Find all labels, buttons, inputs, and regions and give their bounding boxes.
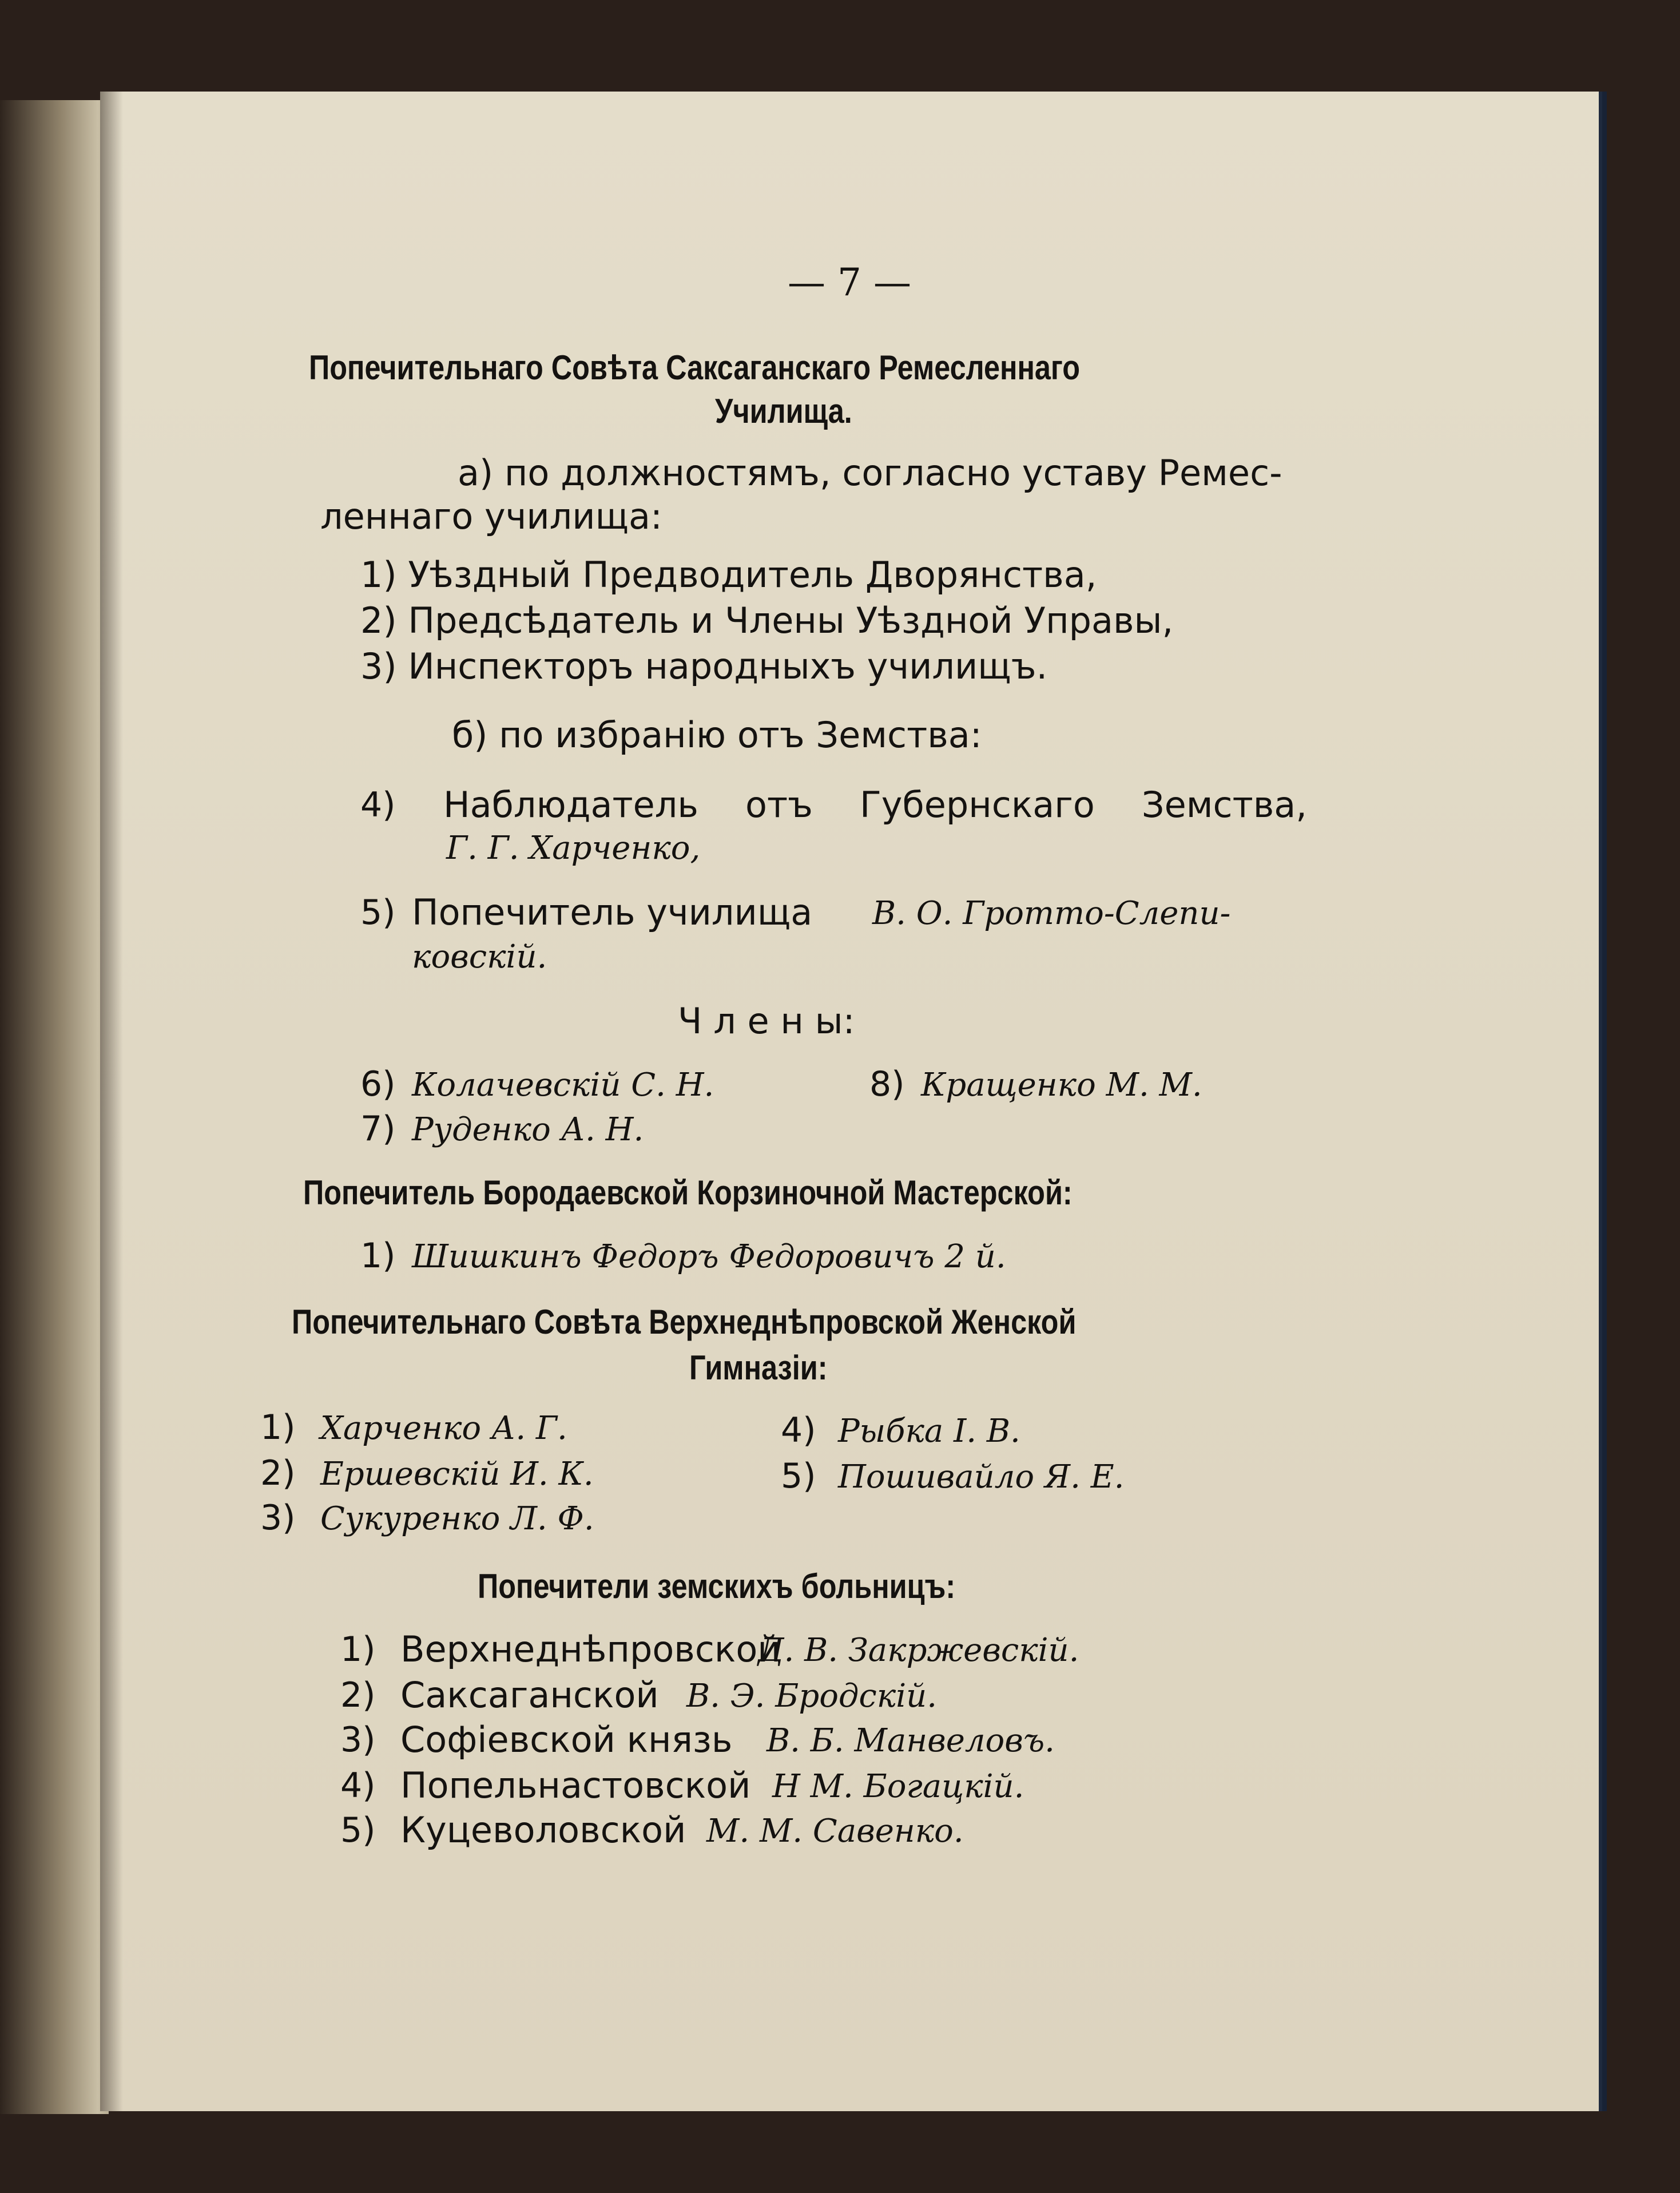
list-item-5-name-line2: ковскій.	[412, 938, 547, 975]
book-page	[100, 92, 1599, 2111]
hospital-item-1-number: 1)	[340, 1629, 376, 1669]
subsection-a-intro: а) по должностямъ, согласно уставу Ремес-	[458, 452, 1282, 494]
hospital-item-3-number: 3)	[340, 1720, 376, 1760]
subsection-b-intro: б) по избранію отъ Земства:	[452, 714, 982, 756]
gymnasium-item-4-number: 4)	[781, 1410, 816, 1450]
subsection-a-intro-line2: леннаго училища:	[320, 495, 662, 537]
hospital-item-3-name: В. Б. Манвеловъ.	[766, 1722, 1055, 1759]
section-heading-gymnasium-line2: Гимназіи:	[689, 1349, 828, 1387]
gymnasium-item-2-number: 2)	[260, 1453, 296, 1493]
list-item-4-number: 4)	[360, 785, 396, 825]
page-spine-shadow	[100, 92, 123, 2111]
hospital-item-1-name: Д. В. Закржевскій.	[758, 1632, 1079, 1669]
gymnasium-item-4-name: Рыбка І. В.	[838, 1413, 1020, 1450]
hospital-item-5-place: Куцеволовской	[400, 1809, 686, 1851]
section-heading-gymnasium: Попечительнаго Совѣта Верхнеднѣпровской Женской	[292, 1303, 1077, 1341]
gymnasium-item-3-number: 3)	[260, 1498, 296, 1538]
hospital-item-5-number: 5)	[340, 1810, 376, 1850]
member-8-number: 8)	[869, 1064, 905, 1104]
basket-item-number: 1)	[360, 1236, 396, 1276]
hospital-item-4-number: 4)	[340, 1766, 376, 1806]
gymnasium-item-1-number: 1)	[260, 1407, 296, 1448]
page-number: — 7 —	[788, 260, 911, 304]
list-item-4-text: Наблюдатель отъ Губернскаго Земства,	[443, 784, 1307, 826]
member-6-number: 6)	[360, 1064, 396, 1104]
hospital-item-4-place: Попельнастовской	[400, 1764, 751, 1806]
list-item-5-name: В. О. Гротто-Слепи-	[872, 895, 1231, 932]
hospital-item-4-name: Н М. Богацкій.	[772, 1768, 1024, 1805]
hospital-item-2-number: 2)	[340, 1675, 376, 1715]
section-heading-basket-workshop: Попечитель Бородаевской Корзиночной Мастерской:	[303, 1173, 1073, 1212]
section-heading-hospitals: Попечители земскихъ больницъ:	[478, 1567, 956, 1605]
list-item-5-text: Попечитель училища	[412, 891, 813, 933]
list-item-4-name: Г. Г. Харченко,	[446, 830, 701, 867]
left-page-edge	[0, 100, 109, 2114]
gymnasium-item-5-number: 5)	[781, 1456, 816, 1496]
hospital-item-1-place: Верхнеднѣпровской	[400, 1628, 781, 1670]
member-7-name: Руденко А. Н.	[412, 1111, 644, 1148]
hospital-item-2-place: Саксаганской	[400, 1674, 659, 1716]
gymnasium-item-2-name: Ершевскій И. К.	[320, 1456, 594, 1493]
hospital-item-2-name: В. Э. Бродскій.	[686, 1678, 937, 1715]
section-heading-craft-school-line2: Училища.	[715, 392, 852, 430]
list-item-a1: 1) Уѣздный Предводитель Дворянства,	[360, 554, 1097, 596]
list-item-5-number: 5)	[360, 893, 396, 933]
list-item-a2: 2) Предсѣдатель и Члены Уѣздной Управы,	[360, 600, 1174, 641]
basket-item-name: Шишкинъ Федоръ Федоровичъ 2 й.	[412, 1238, 1006, 1275]
member-6-name: Колачевскій С. Н.	[412, 1066, 714, 1104]
hospital-item-3-place: Софіевской князь	[400, 1719, 733, 1760]
gymnasium-item-3-name: Сукуренко Л. Ф.	[320, 1500, 594, 1537]
gymnasium-item-1-name: Харченко А. Г.	[320, 1410, 567, 1447]
hospital-item-5-name: М. М. Савенко.	[706, 1813, 964, 1850]
section-heading-craft-school: Попечительнаго Совѣта Саксаганскаго Ремесленнаго	[309, 348, 1081, 387]
member-7-number: 7)	[360, 1109, 396, 1149]
members-label: Ч л е н ы:	[678, 1000, 855, 1042]
member-8-name: Кращенко М. М.	[921, 1066, 1202, 1104]
list-item-a3: 3) Инспекторъ народныхъ училищъ.	[360, 645, 1048, 687]
gymnasium-item-5-name: Пошивайло Я. Е.	[838, 1458, 1125, 1496]
